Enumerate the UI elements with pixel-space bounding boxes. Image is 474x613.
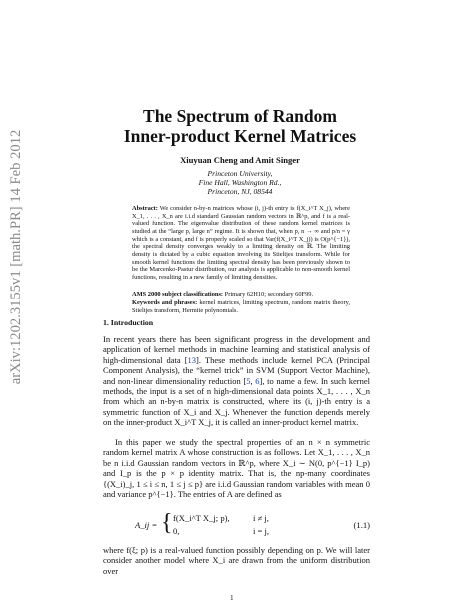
abstract-block — [132, 205, 350, 282]
affiliation-line-1: Princeton University, — [207, 169, 273, 178]
equation-lhs: A_ij = — [135, 520, 158, 530]
citation-6[interactable]: 6 — [255, 375, 260, 386]
abstract-label: Abstract: — [132, 205, 158, 212]
equation-case-2: 0, — [173, 526, 180, 536]
section-heading-introduction: 1. Introduction — [103, 318, 154, 327]
author-list: Xiuyuan Cheng and Amit Singer — [180, 155, 300, 165]
title-line-1: The Spectrum of Random — [143, 106, 337, 126]
intro-p1-part-b: ]. These methods include kernel PCA (Principal Component Analysis), the “kernel trick” in SVM (Support Vector Machine), and non-linear dimensionality reduction [ — [103, 354, 370, 386]
keywords-label: Keywords and phrases: — [132, 299, 198, 306]
paper-title — [70, 106, 410, 146]
equation-case-1: f(X_i^T X_j; p), — [173, 513, 230, 523]
equation-brace: { — [161, 510, 173, 536]
equation-condition-1: i ≠ j, — [253, 513, 269, 523]
affiliation-line-2: Fine Hall, Washington Rd., — [198, 178, 282, 188]
arxiv-identifier-stamp — [4, 52, 26, 462]
equation-1-1 — [103, 512, 370, 538]
keywords-block — [132, 299, 350, 314]
equation-number: (1.1) — [353, 520, 370, 530]
arxiv-stamp-svg — [4, 52, 26, 462]
affiliation-line-3: Princeton, NJ, 08544 — [207, 187, 273, 197]
keywords-text: kernel matrices, limiting spectrum, random matrix theory, Stieltjes transform, Hermite polynomials. — [132, 299, 350, 314]
intro-p1-part-c: ], to name a few. In such kernel methods, the input is a set of n high-dimensional data points X_1, . . . , X_n from which an n-by-n matrix is constructed, where its (i, j)-th entry is a symmetric function of X_i and X_j. Whenever the function depends merely on the inner-product X_i^T X_j, it is called an inner-product kernel matrix. — [103, 375, 371, 428]
arxiv-id-text: arXiv:1202.3155v1 [math.PR] 14 Feb 2012 — [8, 129, 24, 385]
ams-label: AMS 2000 subject classifications: — [132, 291, 224, 298]
ams-classification — [132, 291, 350, 299]
citation-13[interactable]: 13 — [187, 354, 197, 365]
intro-p1-part-a: In recent years there has been significant progress in the development and application of kernel methods in machine learning and statistical analysis of high-dimensional data [ — [103, 334, 370, 365]
affiliation — [70, 169, 410, 197]
citation-5[interactable]: 5 — [246, 375, 251, 386]
abstract-text: We consider n-by-n matrices whose (i, j)-th entry is f(X_i^T X_j), where X_1, . . . , X_n are i.i.d standard Gaussian random vectors in ℝ^p, and f is a real-valued function. The eigenvalue distribution of these random kernel matrices is studied at the “large p, large n” regime. It is shown that, when p, n → ∞ and p/n = γ which is a constant, and f is properly scaled so that Var(f(X_i^T X_j)) is O(p^{−1}), the spectral density converges weakly to a limiting density on ℝ. The limiting density is dictated by a cubic equation involving its Stieltjes transform. While for smooth kernel functions the limiting spectral density has been previously shown to be the Marcenko-Pastur distribution, our analysis is applicable to non-smooth kernel functions, resulting in a new family of limiting densities. — [132, 205, 351, 281]
title-line-2: Inner-product Kernel Matrices — [123, 126, 357, 146]
intro-paragraph-3: where f(ξ; p) is a real-valued function possibly depending on p. We will later consider another model where X_i are drawn from the uniform distribution over — [103, 545, 370, 576]
ams-text: Primary 62H10; secondary 60F99. — [224, 291, 314, 298]
intro-paragraph-2: In this paper we study the spectral properties of an n × n symmetric random kernel matrix A whose construction is as follows. Let X_1, . . . , X_n be n i.i.d Gaussian random vectors in ℝ^p, where X_i ∼ N(0, p^{−1} I_p) and I_p is the p × p identity matrix. That is, the np-many coordinates {(X_i)_j, 1 ≤ i ≤ n, 1 ≤ j ≤ p} are i.i.d Gaussian random variables with mean 0 and variance p^{−1}. The entries of A are defined as — [103, 437, 370, 500]
page-number: 1 — [230, 594, 234, 602]
intro-paragraph-1: In recent years there has been significant progress in the development and application of kernel methods in machine learning and statistical analysis of high-dimensional data [13]. These methods include kernel PCA (Principal Component Analysis), the “kernel trick” in SVM (Support Vector Machine), and non-linear dimensionality reduction [5, 6], to name a few. In such kernel methods, the input is a set of n high-dimensional data points X_1, . . . , X_n from which an n-by-n matrix is constructed, where its (i, j)-th entry is a symmetric function of X_i and X_j. Whenever the function depends merely on the inner-product X_i^T X_j, it is called an inner-product kernel matrix. — [103, 334, 371, 428]
equation-condition-2: i = j, — [253, 526, 270, 536]
